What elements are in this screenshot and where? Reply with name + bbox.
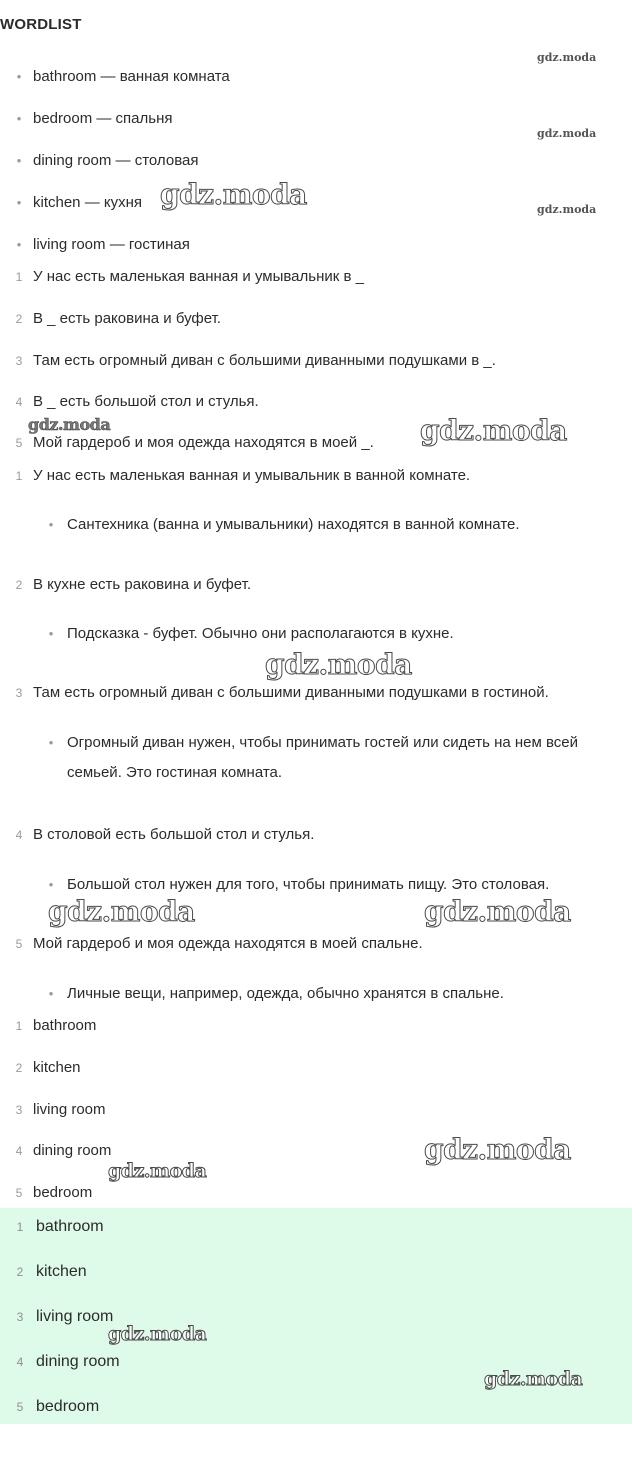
watermark: gdz.moda bbox=[108, 1323, 207, 1345]
watermark: gdz.moda bbox=[484, 1368, 583, 1390]
wordlist-item-text: bathroom — ванная комната bbox=[33, 68, 230, 85]
bullet-icon: • bbox=[48, 877, 54, 892]
item-number: 2 bbox=[15, 312, 23, 326]
item-number: 4 bbox=[15, 1144, 23, 1158]
watermark: gdz.moda bbox=[108, 1160, 207, 1182]
item-number: 1 bbox=[15, 469, 23, 483]
item-number: 3 bbox=[15, 686, 23, 700]
item-number: 4 bbox=[15, 828, 23, 842]
hint-text: Большой стол нужен для того, чтобы принимать пищу. Это столовая. bbox=[67, 876, 550, 893]
short-answer-text: dining room bbox=[33, 1142, 112, 1159]
watermark: gdz.moda bbox=[424, 1133, 571, 1166]
wordlist-item-text: dining room — столовая bbox=[33, 152, 199, 169]
short-answer-text: bedroom bbox=[33, 1184, 93, 1201]
answer-text: В кухне есть раковина и буфет. bbox=[33, 576, 251, 593]
item-number: 3 bbox=[16, 1310, 24, 1324]
bullet-icon: • bbox=[16, 153, 22, 168]
final-answer-text: kitchen bbox=[36, 1263, 87, 1280]
wordlist-item-text: kitchen — кухня bbox=[33, 194, 142, 211]
task-text: В _ есть большой стол и стулья. bbox=[33, 393, 259, 410]
item-number: 3 bbox=[15, 354, 23, 368]
answer-text: Мой гардероб и моя одежда находятся в моей спальне. bbox=[33, 935, 423, 952]
answer-text: В столовой есть большой стол и стулья. bbox=[33, 826, 315, 843]
item-number: 2 bbox=[16, 1265, 24, 1279]
short-answer-text: living room bbox=[33, 1101, 106, 1118]
watermark: gdz.moda bbox=[537, 127, 597, 140]
bullet-icon: • bbox=[16, 111, 22, 126]
wordlist-item-text: living room — гостиная bbox=[33, 236, 190, 253]
watermark: gdz.moda bbox=[537, 51, 597, 64]
item-number: 5 bbox=[16, 1400, 24, 1414]
wordlist-item-text: bedroom — спальня bbox=[33, 110, 173, 127]
item-number: 1 bbox=[15, 270, 23, 284]
answer-text: Там есть огромный диван с большими диванными подушками в гостиной. bbox=[33, 684, 549, 701]
item-number: 3 bbox=[15, 1103, 23, 1117]
watermark: gdz.moda bbox=[537, 203, 597, 216]
answer-block bbox=[0, 1208, 632, 1424]
item-number: 4 bbox=[16, 1355, 24, 1369]
task-text: Мой гардероб и моя одежда находятся в моей _. bbox=[33, 434, 374, 451]
final-answer-text: bathroom bbox=[36, 1218, 104, 1235]
task-text: Там есть огромный диван с большими диванными подушками в _. bbox=[33, 352, 496, 369]
bullet-icon: • bbox=[48, 986, 54, 1001]
hint-text: Огромный диван нужен, чтобы принимать гостей или сидеть на нем всей семьей. Это гостиная комната. bbox=[67, 734, 579, 781]
final-answer-text: dining room bbox=[36, 1353, 120, 1370]
final-answer-text: living room bbox=[36, 1308, 114, 1325]
watermark: gdz.moda bbox=[48, 895, 195, 928]
hint-text: Подсказка - буфет. Обычно они располагаются в кухне. bbox=[67, 625, 454, 642]
item-number: 5 bbox=[15, 937, 23, 951]
item-number: 2 bbox=[15, 1061, 23, 1075]
wordlist-heading: WORDLIST bbox=[0, 16, 82, 33]
task-text: У нас есть маленькая ванная и умывальник в _ bbox=[33, 268, 364, 285]
hint-text: Личные вещи, например, одежда, обычно хранятся в спальне. bbox=[67, 985, 504, 1002]
item-number: 1 bbox=[16, 1220, 24, 1234]
item-number: 5 bbox=[15, 436, 23, 450]
bullet-icon: • bbox=[16, 237, 22, 252]
task-text: В _ есть раковина и буфет. bbox=[33, 310, 221, 327]
bullet-icon: • bbox=[16, 195, 22, 210]
hint-text: Сантехника (ванна и умывальники) находятся в ванной комнате. bbox=[67, 516, 520, 533]
item-number: 5 bbox=[15, 1186, 23, 1200]
item-number: 2 bbox=[15, 578, 23, 592]
short-answer-text: kitchen bbox=[33, 1059, 81, 1076]
watermark: gdz.moda bbox=[424, 895, 571, 928]
bullet-icon: • bbox=[16, 69, 22, 84]
bullet-icon: • bbox=[48, 626, 54, 641]
short-answer-text: bathroom bbox=[33, 1017, 97, 1034]
bullet-icon: • bbox=[48, 735, 54, 750]
watermark: gdz.moda bbox=[265, 648, 412, 681]
watermark: gdz.moda bbox=[420, 414, 567, 447]
watermark: gdz.moda bbox=[28, 415, 111, 434]
item-number: 1 bbox=[15, 1019, 23, 1033]
item-number: 4 bbox=[15, 395, 23, 409]
final-answer-text: bedroom bbox=[36, 1398, 100, 1415]
watermark: gdz.moda bbox=[160, 178, 307, 211]
answer-text: У нас есть маленькая ванная и умывальник в ванной комнате. bbox=[33, 467, 471, 484]
bullet-icon: • bbox=[48, 517, 54, 532]
